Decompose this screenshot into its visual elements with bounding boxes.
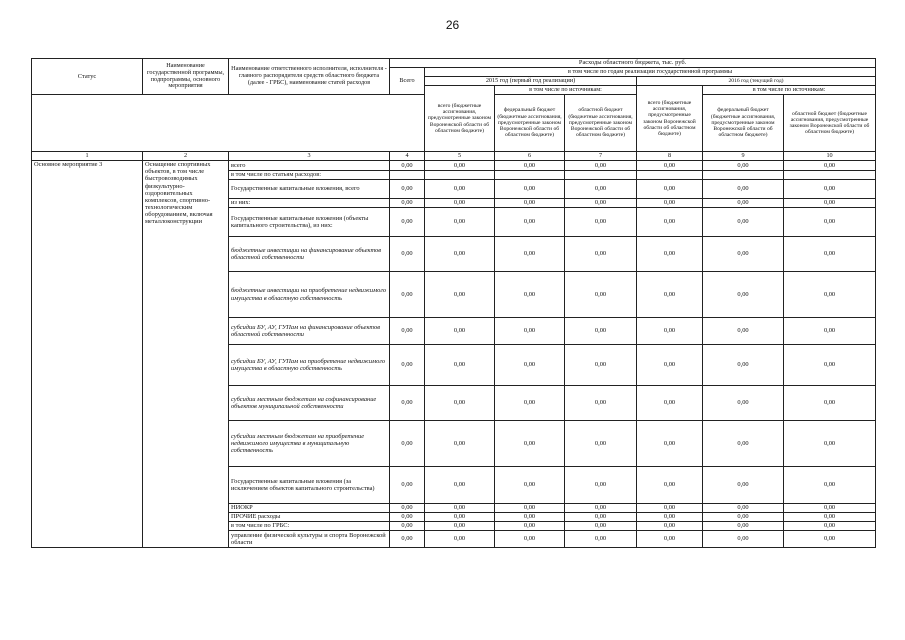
value-cell: 0,00 bbox=[565, 421, 637, 467]
value-cell bbox=[495, 171, 565, 180]
value-cell bbox=[425, 171, 495, 180]
value-cell: 0,00 bbox=[425, 504, 495, 513]
value-cell: 0,00 bbox=[425, 237, 495, 272]
header-col9: федеральный бюджет (бюджетные ассигнования, предусмотренные законом Воронежской области об областном бюджете) bbox=[703, 95, 784, 152]
value-cell: 0,00 bbox=[390, 208, 425, 237]
expense-item-label: в том числе по ГРБС: bbox=[229, 522, 390, 531]
value-cell: 0,00 bbox=[637, 318, 703, 345]
value-cell bbox=[703, 171, 784, 180]
value-cell: 0,00 bbox=[565, 180, 637, 199]
value-cell: 0,00 bbox=[637, 504, 703, 513]
value-cell: 0,00 bbox=[637, 513, 703, 522]
value-cell: 0,00 bbox=[425, 513, 495, 522]
value-cell: 0,00 bbox=[390, 467, 425, 504]
value-cell: 0,00 bbox=[703, 272, 784, 318]
value-cell: 0,00 bbox=[637, 345, 703, 386]
header-col8: всего (бюджетные ассигнования, предусмотренные законом Воронежской области об областном бюджете) bbox=[637, 86, 703, 152]
column-number: 9 bbox=[703, 152, 784, 161]
header-col5: всего (бюджетные ассигнования, предусмотренные законом Воронежской области об областном бюджете) bbox=[425, 86, 495, 152]
expense-item-label: субсидии местным бюджетам на приобретение недвижимого имущества в муниципальную собственность bbox=[229, 421, 390, 467]
value-cell: 0,00 bbox=[565, 531, 637, 548]
value-cell: 0,00 bbox=[784, 531, 876, 548]
value-cell: 0,00 bbox=[784, 386, 876, 421]
table-row bbox=[32, 161, 876, 171]
expense-item-label: субсидии БУ, АУ, ГУПам на финансирование объектов областной собственности bbox=[229, 318, 390, 345]
header-col10: областной бюджет (бюджетные ассигнования, предусмотренные законом Воронежской области об областном бюджете) bbox=[784, 95, 876, 152]
value-cell: 0,00 bbox=[565, 237, 637, 272]
header-by-years: в том числе по годам реализации государственной программы bbox=[425, 68, 876, 77]
value-cell: 0,00 bbox=[565, 199, 637, 208]
value-cell bbox=[565, 171, 637, 180]
header-by-sources-2016: в том числе по источникам: bbox=[703, 86, 876, 95]
header-year-2016: 2016 год (текущий год) bbox=[637, 77, 876, 86]
value-cell: 0,00 bbox=[784, 467, 876, 504]
value-cell: 0,00 bbox=[784, 504, 876, 513]
value-cell: 0,00 bbox=[784, 237, 876, 272]
value-cell: 0,00 bbox=[425, 161, 495, 171]
value-cell: 0,00 bbox=[495, 522, 565, 531]
value-cell: 0,00 bbox=[390, 421, 425, 467]
value-cell: 0,00 bbox=[637, 467, 703, 504]
value-cell: 0,00 bbox=[390, 531, 425, 548]
value-cell: 0,00 bbox=[565, 522, 637, 531]
value-cell: 0,00 bbox=[637, 161, 703, 171]
expense-item-label: Государственные капитальные вложения, всего bbox=[229, 180, 390, 199]
value-cell: 0,00 bbox=[637, 272, 703, 318]
value-cell: 0,00 bbox=[425, 345, 495, 386]
value-cell: 0,00 bbox=[703, 386, 784, 421]
column-number: 6 bbox=[495, 152, 565, 161]
expense-item-label: субсидии БУ, АУ, ГУПам на приобретение недвижимого имущества в областную собственность bbox=[229, 345, 390, 386]
value-cell: 0,00 bbox=[425, 421, 495, 467]
column-number: 3 bbox=[229, 152, 390, 161]
value-cell: 0,00 bbox=[390, 513, 425, 522]
expense-item-label: бюджетные инвестиции на финансирование объектов областной собственности bbox=[229, 237, 390, 272]
value-cell: 0,00 bbox=[425, 208, 495, 237]
column-number: 8 bbox=[637, 152, 703, 161]
value-cell: 0,00 bbox=[495, 161, 565, 171]
column-number: 5 bbox=[425, 152, 495, 161]
expense-item-label: Государственные капитальные вложения (за исключением объектов капитального строительства) bbox=[229, 467, 390, 504]
column-number: 7 bbox=[565, 152, 637, 161]
value-cell: 0,00 bbox=[703, 531, 784, 548]
value-cell: 0,00 bbox=[390, 318, 425, 345]
header-program-name: Наименование государственной программы, подпрограммы, основного мероприятия bbox=[143, 59, 229, 95]
header-year-2015: 2015 год (первый год реализации) bbox=[425, 77, 637, 86]
expense-item-label: Государственные капитальные вложения (объекты капитального строительства), из них: bbox=[229, 208, 390, 237]
value-cell: 0,00 bbox=[425, 467, 495, 504]
value-cell: 0,00 bbox=[784, 272, 876, 318]
header-row-1 bbox=[32, 59, 876, 68]
value-cell: 0,00 bbox=[784, 421, 876, 467]
value-cell: 0,00 bbox=[784, 513, 876, 522]
header-status: Статус bbox=[32, 59, 143, 95]
status-cell: Основное мероприятие 3 bbox=[32, 161, 143, 548]
value-cell: 0,00 bbox=[784, 318, 876, 345]
value-cell: 0,00 bbox=[495, 513, 565, 522]
value-cell: 0,00 bbox=[784, 208, 876, 237]
expense-item-label: субсидии местным бюджетам на софинансирование объектов муниципальной собственности bbox=[229, 386, 390, 421]
expense-item-label: бюджетные инвестиции на приобретение недвижимого имущества в областную собственность bbox=[229, 272, 390, 318]
column-number: 2 bbox=[143, 152, 229, 161]
value-cell: 0,00 bbox=[784, 180, 876, 199]
value-cell: 0,00 bbox=[637, 199, 703, 208]
value-cell: 0,00 bbox=[495, 504, 565, 513]
value-cell: 0,00 bbox=[495, 199, 565, 208]
value-cell: 0,00 bbox=[390, 199, 425, 208]
value-cell: 0,00 bbox=[703, 180, 784, 199]
value-cell: 0,00 bbox=[703, 345, 784, 386]
value-cell: 0,00 bbox=[784, 161, 876, 171]
value-cell: 0,00 bbox=[495, 180, 565, 199]
measure-name-cell: Оснащение спортивных объектов, в том числе быстровозводимых физкультурно-оздоровительных комплексов, спортивно-технологическим оборудованием, включая металлоконструкции bbox=[143, 161, 229, 548]
column-number: 4 bbox=[390, 152, 425, 161]
value-cell: 0,00 bbox=[390, 237, 425, 272]
column-number: 1 bbox=[32, 152, 143, 161]
value-cell: 0,00 bbox=[703, 504, 784, 513]
column-number-row bbox=[32, 152, 876, 161]
value-cell: 0,00 bbox=[784, 199, 876, 208]
expense-item-label: из них: bbox=[229, 199, 390, 208]
value-cell: 0,00 bbox=[565, 318, 637, 345]
value-cell: 0,00 bbox=[495, 318, 565, 345]
header-total: Всего bbox=[390, 68, 425, 95]
value-cell: 0,00 bbox=[565, 386, 637, 421]
value-cell: 0,00 bbox=[425, 272, 495, 318]
value-cell: 0,00 bbox=[703, 161, 784, 171]
value-cell: 0,00 bbox=[565, 513, 637, 522]
value-cell: 0,00 bbox=[637, 522, 703, 531]
value-cell: 0,00 bbox=[784, 345, 876, 386]
value-cell: 0,00 bbox=[390, 504, 425, 513]
value-cell: 0,00 bbox=[495, 386, 565, 421]
value-cell: 0,00 bbox=[565, 272, 637, 318]
value-cell: 0,00 bbox=[425, 180, 495, 199]
value-cell bbox=[390, 171, 425, 180]
header-by-sources-2015: в том числе по источникам: bbox=[495, 86, 637, 95]
value-cell: 0,00 bbox=[495, 272, 565, 318]
value-cell: 0,00 bbox=[495, 531, 565, 548]
value-cell: 0,00 bbox=[637, 386, 703, 421]
value-cell: 0,00 bbox=[495, 237, 565, 272]
value-cell: 0,00 bbox=[425, 386, 495, 421]
header-spacer bbox=[32, 95, 425, 152]
value-cell: 0,00 bbox=[637, 421, 703, 467]
expense-item-label: всего bbox=[229, 161, 390, 171]
value-cell: 0,00 bbox=[425, 531, 495, 548]
expense-item-label: ПРОЧИЕ расходы bbox=[229, 513, 390, 522]
value-cell bbox=[784, 171, 876, 180]
value-cell: 0,00 bbox=[703, 199, 784, 208]
value-cell: 0,00 bbox=[390, 345, 425, 386]
value-cell: 0,00 bbox=[703, 237, 784, 272]
header-col6: федеральный бюджет (бюджетные ассигнования, предусмотренные законом Воронежской области об областном бюджете) bbox=[495, 95, 565, 152]
value-cell: 0,00 bbox=[637, 237, 703, 272]
header-executor: Наименование ответственного исполнителя, исполнителя - главного распорядителя средств областного бюджета (далее - ГРБС), наименование статей расходов bbox=[229, 59, 390, 95]
expense-item-label: НИОКР bbox=[229, 504, 390, 513]
value-cell: 0,00 bbox=[565, 504, 637, 513]
value-cell bbox=[637, 171, 703, 180]
expense-item-label: управление физической культуры и спорта Воронежской области bbox=[229, 531, 390, 548]
value-cell: 0,00 bbox=[565, 208, 637, 237]
value-cell: 0,00 bbox=[637, 180, 703, 199]
value-cell: 0,00 bbox=[495, 208, 565, 237]
value-cell: 0,00 bbox=[390, 522, 425, 531]
value-cell: 0,00 bbox=[637, 208, 703, 237]
expense-item-label: в том числе по статьям расходов: bbox=[229, 171, 390, 180]
value-cell: 0,00 bbox=[495, 467, 565, 504]
value-cell: 0,00 bbox=[425, 318, 495, 345]
page-number: 26 bbox=[445, 18, 460, 32]
value-cell: 0,00 bbox=[390, 386, 425, 421]
value-cell: 0,00 bbox=[425, 199, 495, 208]
value-cell: 0,00 bbox=[703, 467, 784, 504]
value-cell: 0,00 bbox=[390, 161, 425, 171]
value-cell: 0,00 bbox=[425, 522, 495, 531]
value-cell: 0,00 bbox=[495, 421, 565, 467]
value-cell: 0,00 bbox=[703, 522, 784, 531]
value-cell: 0,00 bbox=[703, 318, 784, 345]
value-cell: 0,00 bbox=[565, 467, 637, 504]
value-cell: 0,00 bbox=[565, 161, 637, 171]
value-cell: 0,00 bbox=[703, 513, 784, 522]
value-cell: 0,00 bbox=[703, 208, 784, 237]
header-expenses-title: Расходы областного бюджета, тыс. руб. bbox=[390, 59, 876, 68]
value-cell: 0,00 bbox=[390, 180, 425, 199]
value-cell: 0,00 bbox=[784, 522, 876, 531]
value-cell: 0,00 bbox=[565, 345, 637, 386]
budget-table bbox=[31, 58, 876, 548]
value-cell: 0,00 bbox=[390, 272, 425, 318]
value-cell: 0,00 bbox=[637, 531, 703, 548]
column-number: 10 bbox=[784, 152, 876, 161]
value-cell: 0,00 bbox=[703, 421, 784, 467]
header-col7: областной бюджет (бюджетные ассигнования, предусмотренные законом Воронежской области об областном бюджете) bbox=[565, 95, 637, 152]
value-cell: 0,00 bbox=[495, 345, 565, 386]
